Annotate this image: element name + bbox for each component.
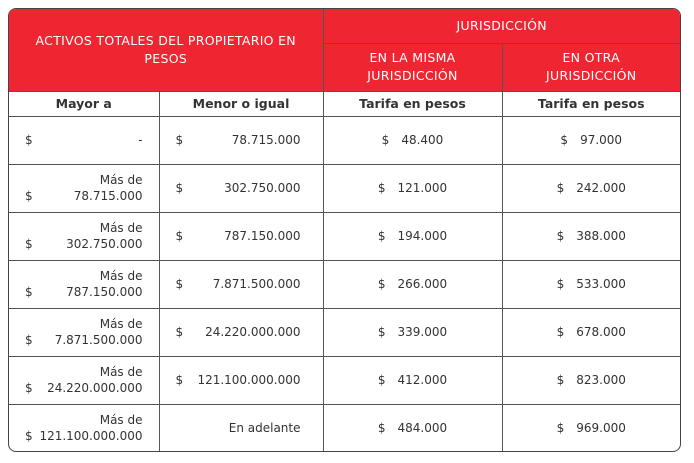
- mayor-value: -: [138, 133, 143, 147]
- mayor-value: 121.100.000.000: [39, 429, 143, 443]
- table-row: [9, 116, 680, 164]
- table-row: [9, 164, 680, 212]
- tarifa-otra-value: 969.000: [576, 421, 626, 435]
- tarifa-misma-value: 412.000: [397, 373, 448, 387]
- cell-otra: [502, 212, 680, 260]
- tariff-table-container: [8, 8, 681, 452]
- currency-symbol: $: [556, 373, 565, 387]
- mayor-value: 78.715.000: [73, 189, 143, 203]
- cell-otra: [502, 116, 680, 164]
- currency-symbol: $: [175, 325, 184, 339]
- currency-symbol: $: [175, 133, 184, 147]
- header-misma-label: EN LA MISMA JURISDICCIÓN: [367, 50, 458, 83]
- currency-symbol: $: [175, 373, 184, 387]
- currency-symbol: $: [381, 133, 390, 147]
- cell-mayor: [9, 260, 159, 308]
- currency-symbol: $: [175, 229, 184, 243]
- currency-symbol: $: [25, 133, 33, 147]
- header-jurisdiccion: JURISDICCIÓN: [323, 9, 680, 43]
- mas-de-label: Más de: [99, 365, 143, 379]
- currency-symbol: $: [377, 181, 386, 195]
- mayor-value: 24.220.000.000: [47, 381, 143, 395]
- cell-menor: [159, 308, 323, 356]
- col-tarifa-misma: Tarifa en pesos: [323, 91, 502, 116]
- table-row: [9, 260, 680, 308]
- currency-symbol: $: [560, 133, 569, 147]
- tarifa-otra-value: 823.000: [576, 373, 626, 387]
- col-menor: Menor o igual: [159, 91, 323, 116]
- cell-otra: [502, 404, 680, 452]
- header-misma: [323, 43, 502, 91]
- cell-misma: [323, 404, 502, 452]
- tarifa-otra-value: 242.000: [576, 181, 626, 195]
- tarifa-otra-value: 678.000: [576, 325, 626, 339]
- currency-symbol: $: [556, 277, 565, 291]
- cell-otra: [502, 308, 680, 356]
- header-otra: [502, 43, 680, 91]
- tarifa-misma-value: 121.000: [397, 181, 448, 195]
- cell-menor: [159, 164, 323, 212]
- tarifa-misma-value: 266.000: [397, 277, 448, 291]
- cell-mayor: [9, 212, 159, 260]
- cell-misma: [323, 260, 502, 308]
- cell-misma: [323, 164, 502, 212]
- cell-mayor: [9, 116, 159, 164]
- currency-symbol: $: [175, 277, 184, 291]
- col-mayor: Mayor a: [9, 91, 159, 116]
- cell-mayor: [9, 356, 159, 404]
- currency-symbol: $: [556, 181, 565, 195]
- cell-otra: [502, 356, 680, 404]
- mas-de-label: Más de: [99, 317, 143, 331]
- cell-misma: [323, 308, 502, 356]
- tarifa-misma-value: 194.000: [397, 229, 448, 243]
- cell-menor: [159, 404, 323, 452]
- currency-symbol: $: [556, 229, 565, 243]
- cell-misma: [323, 356, 502, 404]
- table-row: [9, 212, 680, 260]
- currency-symbol: $: [377, 421, 386, 435]
- mayor-value: 302.750.000: [66, 237, 143, 251]
- currency-symbol: $: [377, 277, 386, 291]
- header-activos-label: ACTIVOS TOTALES DEL PROPIETARIO EN PESOS: [35, 32, 296, 66]
- currency-symbol: $: [556, 325, 565, 339]
- currency-symbol: $: [25, 237, 33, 251]
- tarifa-otra-value: 533.000: [576, 277, 626, 291]
- cell-otra: [502, 260, 680, 308]
- mas-de-label: Más de: [99, 413, 143, 427]
- menor-value: 7.871.500.000: [212, 277, 301, 291]
- cell-otra: [502, 164, 680, 212]
- cell-menor: [159, 356, 323, 404]
- tarifa-otra-value: 97.000: [580, 133, 623, 147]
- tarifa-misma-value: 48.400: [401, 133, 444, 147]
- col-tarifa-otra: Tarifa en pesos: [502, 91, 680, 116]
- currency-symbol: $: [175, 181, 184, 195]
- menor-value: 302.750.000: [224, 181, 301, 195]
- header-otra-label: EN OTRA JURISDICCIÓN: [546, 50, 637, 83]
- tariff-table: [9, 9, 680, 452]
- currency-symbol: $: [377, 229, 386, 243]
- menor-value: 24.220.000.000: [205, 325, 301, 339]
- menor-value: 78.715.000: [231, 133, 301, 147]
- mayor-value: 7.871.500.000: [54, 333, 143, 347]
- cell-mayor: [9, 308, 159, 356]
- mas-de-label: Más de: [99, 173, 143, 187]
- currency-symbol: $: [25, 429, 33, 443]
- menor-value: 121.100.000.000: [197, 373, 301, 387]
- cell-menor: [159, 116, 323, 164]
- mayor-value: 787.150.000: [66, 285, 143, 299]
- cell-misma: [323, 212, 502, 260]
- header-activos: [9, 9, 323, 91]
- table-row: [9, 404, 680, 452]
- cell-misma: [323, 116, 502, 164]
- currency-symbol: $: [377, 325, 386, 339]
- mas-de-label: Más de: [99, 269, 143, 283]
- tarifa-misma-value: 484.000: [397, 421, 448, 435]
- cell-menor: [159, 212, 323, 260]
- currency-symbol: $: [25, 285, 33, 299]
- currency-symbol: $: [377, 373, 386, 387]
- cell-mayor: [9, 164, 159, 212]
- currency-symbol: $: [25, 189, 33, 203]
- currency-symbol: $: [556, 421, 565, 435]
- table-row: [9, 356, 680, 404]
- table-row: [9, 308, 680, 356]
- currency-symbol: $: [25, 333, 33, 347]
- cell-menor: [159, 260, 323, 308]
- menor-value: 787.150.000: [224, 229, 301, 243]
- menor-value: En adelante: [228, 421, 301, 435]
- cell-mayor: [9, 404, 159, 452]
- tarifa-misma-value: 339.000: [397, 325, 448, 339]
- mas-de-label: Más de: [99, 221, 143, 235]
- tarifa-otra-value: 388.000: [576, 229, 626, 243]
- currency-symbol: $: [25, 381, 33, 395]
